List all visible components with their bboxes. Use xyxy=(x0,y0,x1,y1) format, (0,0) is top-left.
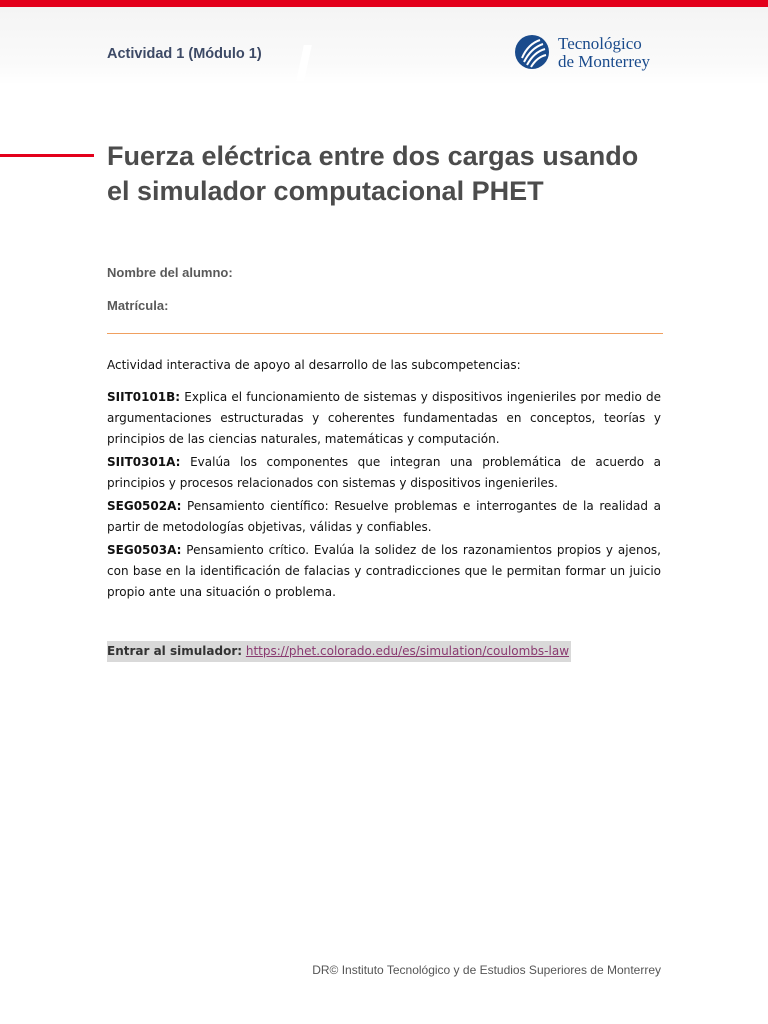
competency-text: Evalúa los componentes que integran una problemática de acuerdo a principios y procesos relacionados con sistemas y dispositivos ingenieriles. xyxy=(107,455,661,490)
competency-item xyxy=(107,496,661,538)
competency-code: SIIT0101B: xyxy=(107,390,181,404)
student-name-label: Nombre del alumno: xyxy=(107,265,233,280)
top-accent-bar xyxy=(0,0,768,7)
logo-line-1: Tecnológico xyxy=(558,34,642,53)
competency-code: SEG0503A: xyxy=(107,543,182,557)
document-title xyxy=(107,139,707,209)
competency-text: Pensamiento científico: Resuelve problemas e interrogantes de la realidad a partir de metodologías objetivas, válidas y confiables. xyxy=(107,499,661,534)
logo-wordmark xyxy=(558,35,650,71)
simulator-link[interactable]: https://phet.colorado.edu/es/simulation/coulombs-law xyxy=(245,644,570,658)
title-line-1: Fuerza eléctrica entre dos cargas usando xyxy=(107,141,639,171)
competency-item xyxy=(107,387,661,450)
simulator-row xyxy=(107,641,571,662)
tec-de-monterrey-logo xyxy=(514,32,664,76)
tec-emblem-icon xyxy=(514,32,550,72)
header-decoration xyxy=(296,45,312,81)
competency-list xyxy=(107,387,661,603)
activity-label: Actividad 1 (Módulo 1) xyxy=(107,46,262,62)
simulator-label: Entrar al simulador: xyxy=(107,644,243,658)
competency-item xyxy=(107,540,661,603)
intro-text: Actividad interactiva de apoyo al desarrollo de las subcompetencias: xyxy=(107,358,521,372)
competency-item xyxy=(107,452,661,494)
section-divider xyxy=(107,333,663,334)
title-accent-line xyxy=(0,154,94,157)
competency-code: SEG0502A: xyxy=(107,499,182,513)
competency-code: SIIT0301A: xyxy=(107,455,181,469)
competency-text: Explica el funcionamiento de sistemas y dispositivos ingenieriles por medio de argumentaciones estructuradas y coherentes fundamentadas en conceptos, teorías y principios de las ciencias naturales, matemáticas y computación. xyxy=(107,390,661,446)
student-id-label: Matrícula: xyxy=(107,298,169,313)
title-line-2: el simulador computacional PHET xyxy=(107,176,544,206)
competency-text: Pensamiento crítico. Evalúa la solidez de los razonamientos propios y ajenos, con base en la identificación de falacias y contradicciones que le permitan formar un juicio propio ante una situación o problema. xyxy=(107,543,661,599)
logo-line-2: de Monterrey xyxy=(558,52,651,71)
copyright-footer: DR© Instituto Tecnológico y de Estudios Superiores de Monterrey xyxy=(312,963,661,977)
